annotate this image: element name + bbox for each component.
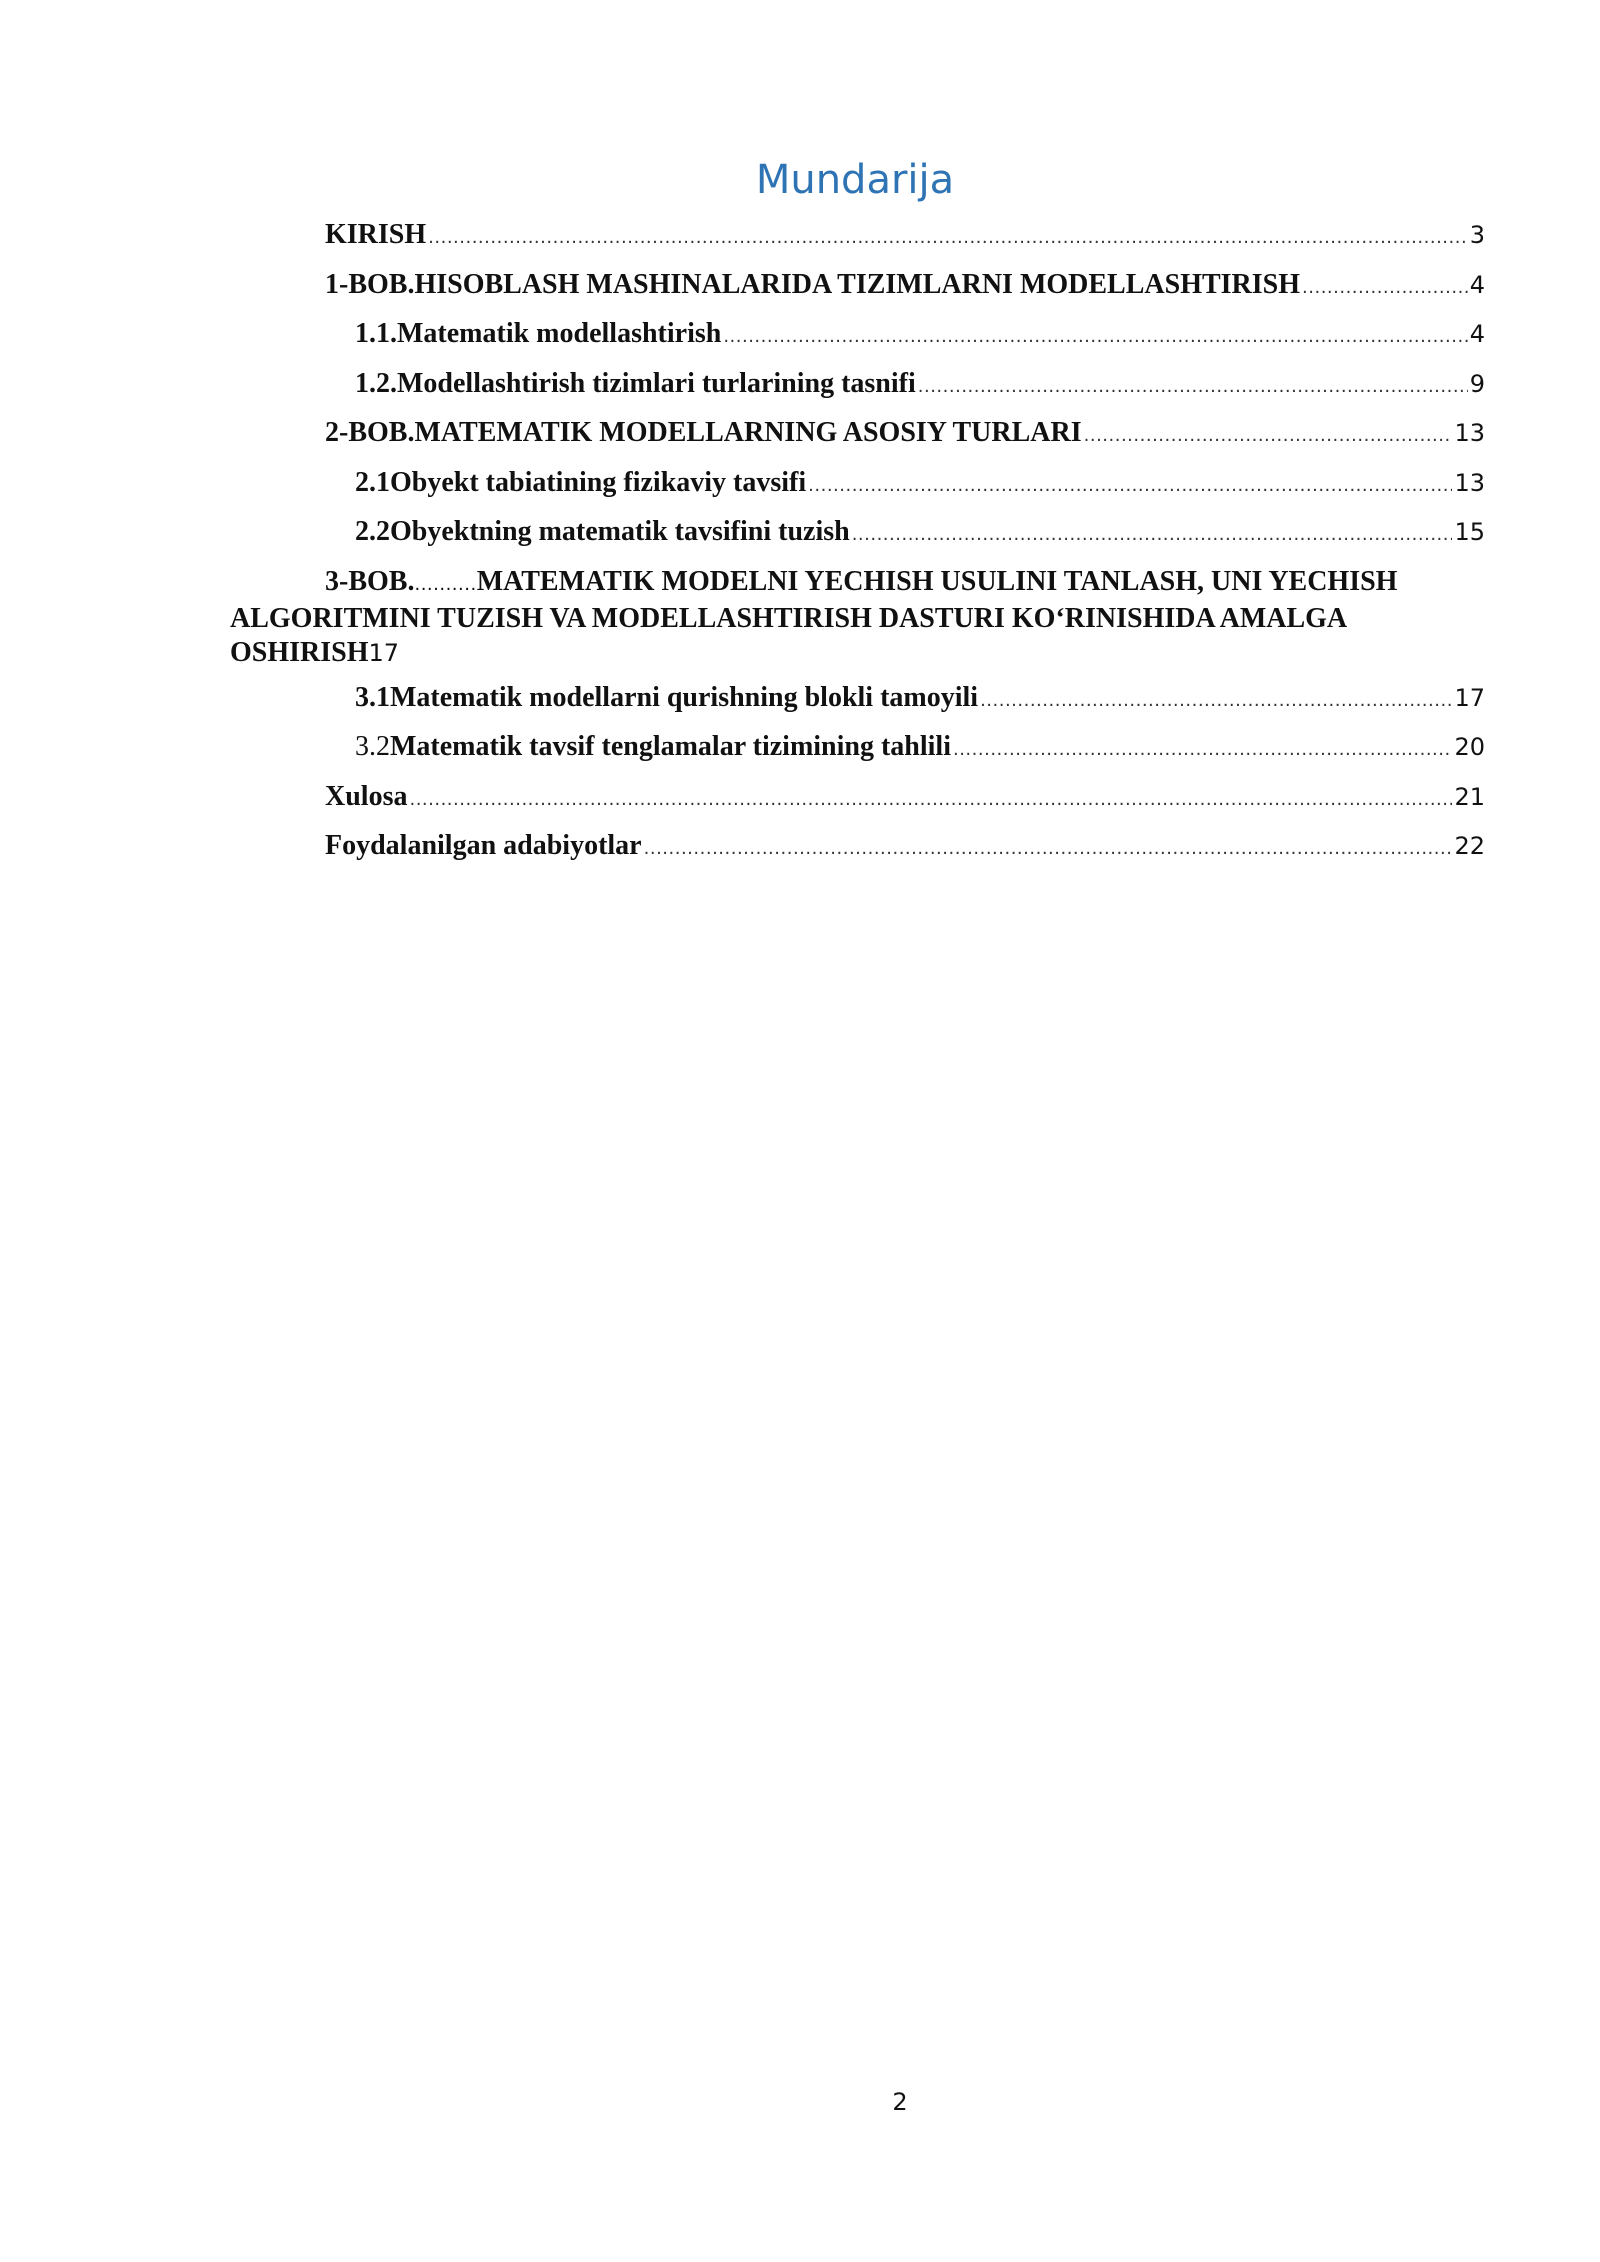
- toc-entry-references[interactable]: [230, 821, 1485, 871]
- toc-entry-page: 13: [1454, 419, 1485, 447]
- toc-entry-page: 21: [1454, 782, 1485, 811]
- toc-entry-page: 3: [1469, 221, 1485, 249]
- toc-entry-section-3-1[interactable]: [230, 673, 1485, 723]
- dot-leader: ..........: [414, 573, 477, 595]
- dot-leader: [980, 676, 1452, 726]
- dot-leader: [953, 725, 1452, 775]
- toc-entry-page: 15: [1454, 518, 1485, 546]
- toc-entry-section-2-1[interactable]: [230, 458, 1485, 508]
- toc-entry-section-1-2[interactable]: [230, 359, 1485, 409]
- dot-leader: [409, 775, 1452, 825]
- toc-entry-page: 17: [1454, 683, 1485, 712]
- dot-leader: [644, 824, 1453, 874]
- dot-leader: [918, 362, 1468, 412]
- toc-entry-label: 1.1.Matematik modellashtirish: [355, 318, 722, 349]
- toc-entry-page: 4: [1469, 270, 1485, 299]
- toc-entry-page: 22: [1454, 832, 1485, 860]
- toc-entry-page: 9: [1469, 369, 1485, 398]
- toc-entry-section-1-1[interactable]: [230, 309, 1485, 359]
- toc-entry-label-group: [355, 722, 951, 772]
- dot-leader: [1302, 263, 1468, 313]
- toc-entry-label-rest: MATEMATIK MODELNI YECHISH USULINI TANLASH, UNI YECHISH ALGORITMINI TUZISH VA MODELLASHTIRISH DASTURI KO‘RINISHIDA AMALGA OSHIRISH: [230, 565, 1398, 668]
- toc-entry-section-2-2[interactable]: [230, 507, 1485, 557]
- toc-entry-page: 4: [1469, 320, 1485, 348]
- toc-entry-page: 20: [1454, 733, 1485, 761]
- toc-entry-label: Foydalanilgan adabiyotlar: [325, 830, 642, 861]
- toc-entry-label: 1.2.Modellashtirish tizimlari turlarining tasnifi: [355, 367, 916, 399]
- dot-leader: [723, 312, 1467, 362]
- toc-entry-label: 1-BOB.HISOBLASH MASHINALARIDA TIZIMLARNI MODELLASHTIRISH: [325, 268, 1301, 300]
- dot-leader: [808, 461, 1452, 511]
- dot-leader: [428, 213, 1468, 263]
- toc-entry-page: 17: [368, 638, 400, 667]
- toc-entry-chapter-2[interactable]: [230, 408, 1485, 458]
- toc-title: Mundarija: [755, 157, 955, 203]
- toc-entry-label-start: 3-BOB.: [325, 565, 415, 597]
- page-number: 2: [892, 2088, 908, 2116]
- toc-entry-label: 2.1Obyekt tabiatining fizikaviy tavsifi: [355, 466, 807, 498]
- toc-entry-number: 3.2: [355, 731, 390, 762]
- dot-leader: [852, 510, 1453, 560]
- dot-leader: [1084, 411, 1453, 461]
- toc-entry-kirish[interactable]: [230, 210, 1485, 260]
- toc-entry-label: Matematik tavsif tenglamalar tizimining tahlili: [390, 731, 951, 762]
- toc-entry-chapter-3[interactable]: [230, 557, 1485, 673]
- toc-entry-label: 2-BOB.MATEMATIK MODELLARNING ASOSIY TURLARI: [325, 417, 1082, 448]
- toc-entry-label: KIRISH: [325, 219, 427, 250]
- toc-entry-label: 2.2Obyektning matematik tavsifini tuzish: [355, 516, 850, 547]
- toc-entry-chapter-1[interactable]: [230, 260, 1485, 310]
- toc-entry-page: 13: [1454, 468, 1485, 497]
- table-of-contents: [230, 210, 1485, 871]
- toc-entry-xulosa[interactable]: [230, 772, 1485, 822]
- toc-entry-section-3-2[interactable]: [230, 722, 1485, 772]
- toc-entry-label: 3.1Matematik modellarni qurishning blokli tamoyili: [355, 681, 979, 713]
- toc-entry-label: Xulosa: [325, 780, 408, 812]
